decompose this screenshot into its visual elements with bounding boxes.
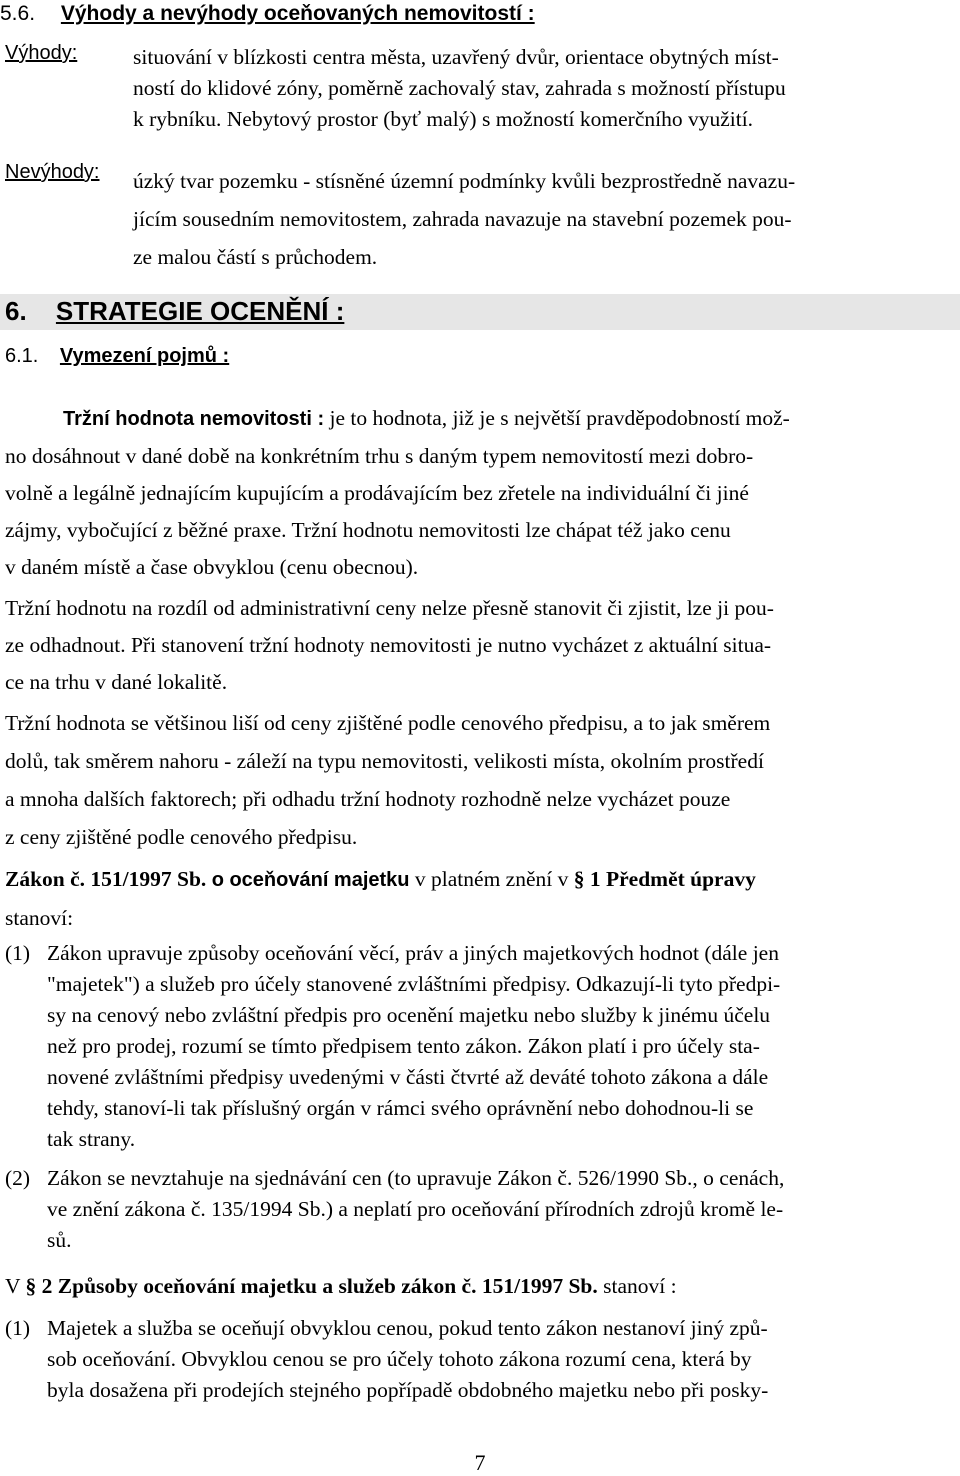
- section-number: 6.: [5, 296, 27, 326]
- text-line: Tržní hodnotu na rozdíl od administrativní ceny nelze přesně stanovit či zjistit, lze ji pou-: [5, 596, 774, 620]
- text-line: ze odhadnout. Při stanovení tržní hodnoty nemovitosti je nutno vycházet z aktuální situa-: [5, 633, 772, 657]
- list-text: Zákon upravuje způsoby oceňování věcí, práv a jiných majetkových hodnot (dále jen "majetek") a služeb pro účely stanovené zvláštními předpisy. Odkazují-li tyto předpi- sy na cenový nebo zvláštní předpis pro ocenění majetku nebo služby k jinému účelu než pro prodej, rozumí se tímto předpisem tento zákon. Zákon platí i pro účely sta- novené zvláštními předpisy uvedenými v části čtvrté až deváté tohoto zákona a dále tehdy, stanoví-li tak příslušný orgán v rámci svého oprávnění nebo dohodnou-li se tak strany.: [47, 941, 781, 1151]
- list-number: (1): [5, 941, 31, 965]
- list-item: [5, 1313, 955, 1406]
- text-line: dolů, tak směrem nahoru - záleží na typu nemovitosti, velikosti místa, okolním prostředí: [5, 749, 764, 773]
- text-line: ností do klidové zóny, poměrně zachovalý stav, zahrada s možností přístupu: [133, 76, 786, 100]
- text-line: no dosáhnout v dané době na konkrétním trhu s daným typem nemovitostí mezi dobro-: [5, 444, 754, 468]
- text-line: k rybníku. Nebytový prostor (byť malý) s možností komerčního využití.: [133, 107, 754, 131]
- paragraph-law-section-2: V § 2 Způsoby oceňování majetku a služeb zákon č. 151/1997 Sb. stanoví :: [5, 1274, 677, 1298]
- law-subject: o oceňování majetku: [211, 869, 410, 891]
- text-line: Tržní hodnota nemovitosti : je to hodnota, již je s největší pravděpodobností mož-: [63, 406, 790, 430]
- text-line: ze malou částí s průchodem.: [133, 245, 378, 269]
- section-number: 6.1.: [5, 345, 39, 367]
- list-number: (2): [5, 1166, 31, 1190]
- paragraph-market-value: [5, 400, 955, 586]
- section-heading-6: [5, 296, 344, 327]
- page-number: 7: [474, 1450, 486, 1475]
- law-name: Zákon č. 151/1997 Sb.: [5, 867, 207, 891]
- list-item: [5, 938, 955, 1155]
- section-title: STRATEGIE OCENĚNÍ :: [55, 296, 345, 326]
- text-line: v daném místě a čase obvyklou (cenu obecnou).: [5, 555, 419, 579]
- text-line: zájmy, vybočující z běžné praxe. Tržní hodnotu nemovitosti lze chápat též jako cenu: [5, 518, 731, 542]
- list-number: (1): [5, 1316, 31, 1340]
- disadvantages-text: [133, 162, 951, 276]
- text-line: Zákon č. 151/1997 Sb. o oceňování majetku v platném znění v § 1 Předmět úpravy: [5, 867, 756, 891]
- advantages-text: [133, 42, 951, 135]
- text-line: z ceny zjištěné podle cenového předpisu.: [5, 825, 358, 849]
- text-line: úzký tvar pozemku - stísněné územní podmínky kvůli bezprostředně navazu-: [133, 169, 796, 193]
- list-item: [5, 1163, 955, 1256]
- paragraph-law-reference: [5, 860, 955, 937]
- text-line: volně a legálně jednajícím kupujícím a prodávajícím bez zřetele na individuální či jiné: [5, 481, 749, 505]
- text-line: situování v blízkosti centra města, uzavřený dvůr, orientace obytných míst-: [133, 45, 779, 69]
- section-heading-5-6: [0, 2, 535, 26]
- text-line: stanoví:: [5, 906, 74, 930]
- advantages-label: Výhody:: [5, 42, 78, 64]
- section-title: Výhody a nevýhody oceňovaných nemovitostí :: [60, 2, 535, 25]
- text-line: a mnoha dalších faktorech; při odhadu tržní hodnoty rozhodně nelze vycházet pouze: [5, 787, 731, 811]
- section-number: 5.6.: [0, 2, 36, 25]
- law-list-2: [5, 1313, 955, 1406]
- law-paragraph: § 2 Způsoby oceňování majetku a služeb zákon č. 151/1997 Sb.: [25, 1274, 598, 1298]
- section-title: Vymezení pojmů :: [59, 345, 230, 367]
- text-line: Tržní hodnota se většinou liší od ceny zjištěné podle cenového předpisu, a to jak směrem: [5, 711, 771, 735]
- list-text: Zákon se nevztahuje na sjednávání cen (to upravuje Zákon č. 526/1990 Sb., o cenách, ve znění zákona č. 135/1994 Sb.) a neplatí pro oceňování přírodních zdrojů kromě le- sů.: [47, 1166, 785, 1252]
- text-line: ce na trhu v dané lokalitě.: [5, 670, 228, 694]
- text-line: jícím sousedním nemovitostem, zahrada navazuje na stavební pozemek pou-: [133, 207, 792, 231]
- list-text: Majetek a služba se oceňují obvyklou cenou, pokud tento zákon nestanoví jiný způ- sob oceňování. Obvyklou cenou se pro účely tohoto zákona rozumí cena, která by byla dosažena při prodejích stejného popřípadě obdobného majetku nebo při posky-: [47, 1316, 769, 1402]
- term-bold: Tržní hodnota nemovitosti :: [63, 408, 325, 430]
- law-list-1: [5, 938, 955, 1256]
- disadvantages-label: Nevýhody:: [5, 161, 100, 183]
- section-heading-6-1: [5, 345, 229, 368]
- paragraph-market-value-3: [5, 704, 955, 856]
- law-paragraph: § 1 Předmět úpravy: [573, 867, 756, 891]
- paragraph-market-value-2: [5, 590, 955, 701]
